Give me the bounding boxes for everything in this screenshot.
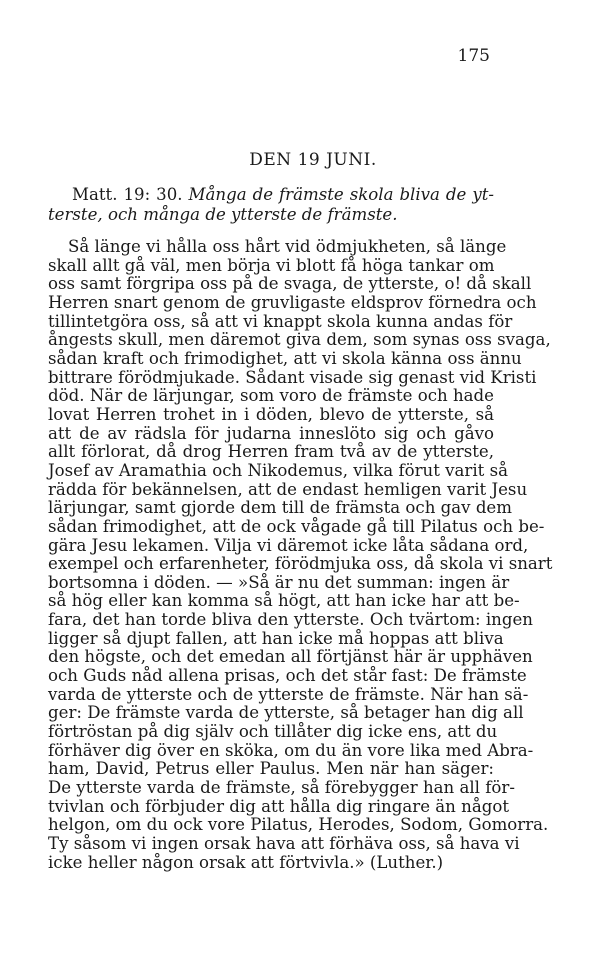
text-line: gära Jesu lekamen. Vilja vi däremot icke låta sådana ord, [48,535,529,555]
text-line: lovat Herren trohet in i döden, blevo de ytterste, så [48,404,494,424]
devotional-text [48,237,553,872]
text-line: ger: De främste varda de ytterste, så betager han dig all [48,703,524,723]
page-number: 175 [457,46,490,66]
text-line: helgon, om du ock vore Pilatus, Herodes, Sodom, Gomorra. [48,815,549,835]
text-line: exempel och erfarenheter, förödmjuka oss, då skola vi snart [48,554,553,574]
text-line: Josef av Aramathia och Nikodemus, vilka förut varit så [48,460,509,480]
text-line: förtröstan på dig själv och tillåter dig icke ens, att du [48,722,498,742]
scripture-verse [48,185,494,225]
text-line: rädda för bekännelsen, att de endast hemligen varit Jesu [48,479,528,499]
verse-line [48,185,494,205]
text-line: och Guds nåd allena prisas, och det står fast: De främste [48,666,527,686]
text-line: sådan kraft och frimodighet, att vi skola känna oss ännu [48,348,522,368]
text-line: tillintetgöra oss, så att vi knappt skola kunna andas för [48,311,513,331]
text-line: lärjungar, samt gjorde dem till de främsta och gav dem [48,498,512,518]
text-line: den högste, och det emedan all förtjänst här är upphäven [48,647,533,667]
text-line: Så länge vi hålla oss hårt vid ödmjukheten, så länge [68,237,507,256]
verse-line: terste, och många de ytterste de främste. [48,205,398,224]
text-line: bittrare förödmjukade. Sådant visade sig genast vid Kristi [48,367,537,387]
text-line: ham, David, Petrus eller Paulus. Men när han säger: [48,759,494,779]
text-line: Ty såsom vi ingen orsak hava att förhäva oss, så hava vi [48,834,520,853]
text-line: oss samt förgripa oss på de svaga, de ytterste, o! då skall [48,274,532,294]
text-line: Herren snart genom de gruvligaste eldsprov förnedra och [48,292,537,312]
text-line: fara, det han torde bliva den ytterste. Och tvärtom: ingen [48,610,533,630]
text-line: skall allt gå väl, men börja vi blott få höga tankar om [48,255,495,275]
text-line: att de av rädsla för judarna inneslöto sig och gåvo [48,423,494,443]
text-line: så hög eller kan komma så högt, att han icke har att be- [48,591,520,611]
text-line: allt förlorat, då drog Herren fram två av de ytterste, [48,442,494,462]
verse-text: Många de främste skola bliva de yt- [188,185,494,204]
text-line: tvivlan och förbjuder dig att hålla dig ringare än något [48,796,510,816]
text-line: sådan frimodighet, att de ock vågade gå till Pilatus och be- [48,516,545,536]
text-line: varda de ytterste och de ytterste de främste. När han sä- [48,684,529,704]
text-line: död. När de lärjungar, som voro de främste och hade [48,386,494,406]
text-line: De ytterste varda de främste, så förebygger han all för- [48,778,515,798]
text-line: förhäver dig över en sköka, om du än vore lika med Abra- [48,740,534,760]
date-heading: DEN 19 JUNI. [249,150,377,170]
text-line: ångests skull, men däremot giva dem, som synas oss svaga, [48,330,551,350]
verse-reference: Matt. 19: 30. [72,185,183,204]
text-line: bortsomna i döden. — »Så är nu det summan: ingen är [48,572,510,592]
text-line: ligger så djupt fallen, att han icke må hoppas att bliva [48,628,504,648]
text-line: icke heller någon orsak att förtvivla.» (Luther.) [48,852,444,872]
